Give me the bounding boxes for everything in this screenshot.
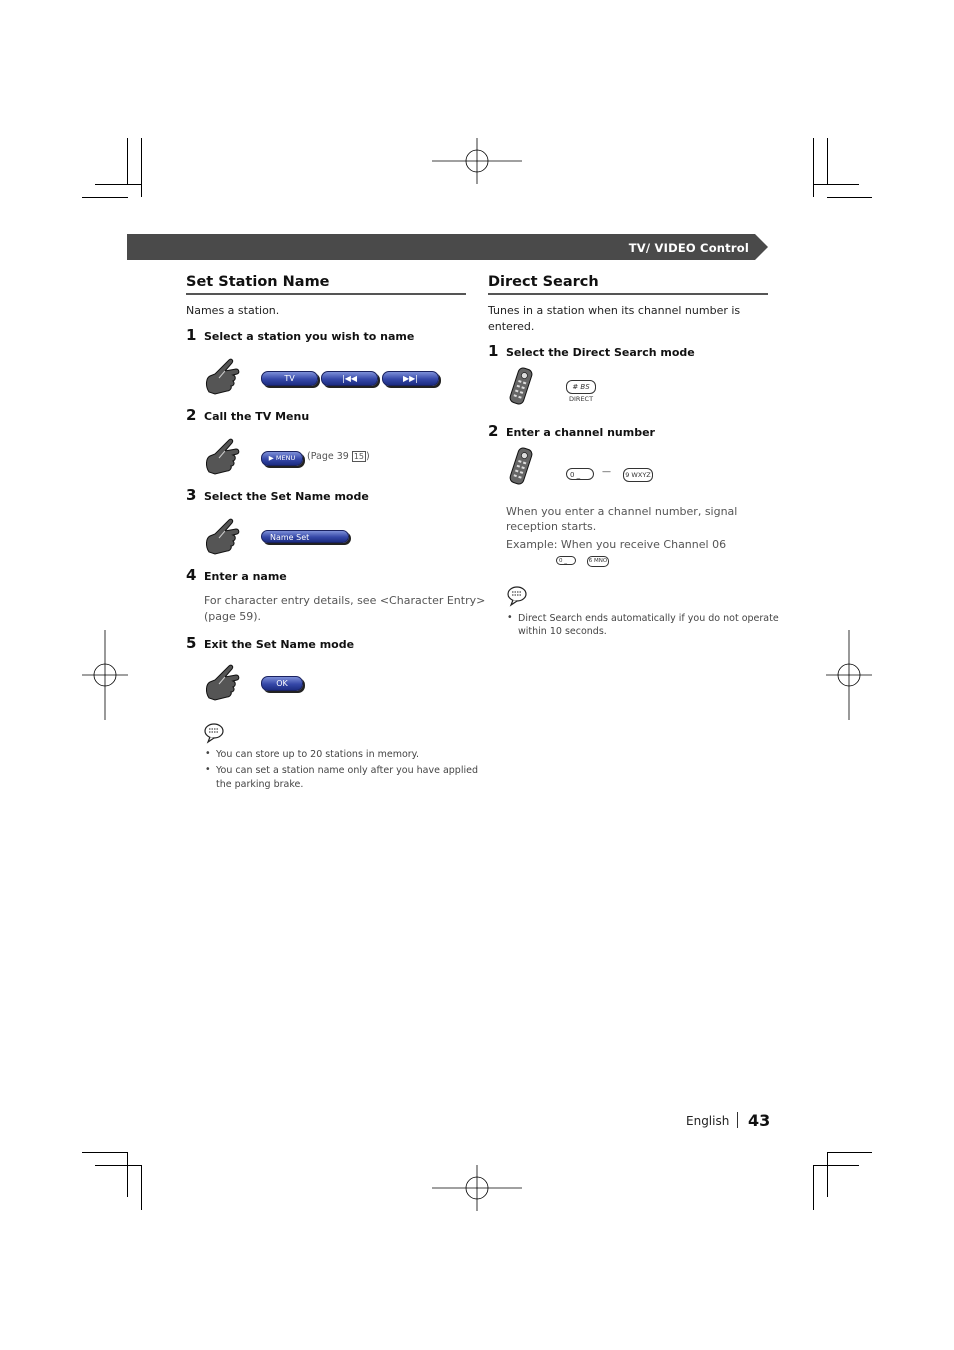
- step-detail: reception starts.: [506, 520, 597, 533]
- crop-mark: [95, 184, 142, 185]
- language-label: English: [686, 1114, 730, 1128]
- crop-mark: [827, 1152, 872, 1153]
- bullet: •: [205, 764, 211, 775]
- zero-key[interactable]: 0 _: [566, 468, 594, 480]
- step-label: Enter a channel number: [506, 426, 655, 439]
- step-number: 3: [186, 486, 197, 504]
- intro-text: entered.: [488, 320, 535, 333]
- nine-key[interactable]: 9 WXYZ: [623, 468, 653, 482]
- crop-mark: [127, 138, 128, 185]
- step-number: 4: [186, 566, 197, 584]
- bullet: •: [205, 748, 211, 759]
- intro-text: Tunes in a station when its channel number is: [488, 304, 741, 317]
- crop-mark: [813, 138, 814, 197]
- zero-key-example: 0 _: [556, 556, 576, 565]
- note-icon: [506, 585, 532, 607]
- step-number: 2: [186, 406, 197, 424]
- step-detail: (page 59).: [204, 610, 262, 623]
- step-number: 5: [186, 634, 197, 652]
- registration-mark: [432, 1165, 522, 1211]
- page-number: 43: [748, 1111, 771, 1130]
- bs-key[interactable]: # BS: [566, 380, 596, 394]
- step-label: Call the TV Menu: [204, 410, 310, 423]
- step-label: Select the Set Name mode: [204, 490, 369, 503]
- reference-number-box: 15: [353, 452, 365, 461]
- registration-mark: [826, 630, 872, 720]
- crop-mark: [813, 1165, 814, 1210]
- title-rule: [186, 293, 466, 295]
- section-header-arrow: [755, 234, 768, 260]
- crop-mark: [127, 1152, 128, 1197]
- step-label: Exit the Set Name mode: [204, 638, 355, 651]
- section-header-title: TV/ VIDEO Control: [628, 241, 749, 255]
- remote-control-icon: [506, 366, 536, 406]
- name-set-button[interactable]: Name Set: [261, 530, 349, 543]
- intro-text: Names a station.: [186, 304, 280, 317]
- crop-mark: [82, 1152, 128, 1153]
- title-rule: [488, 293, 768, 295]
- step-label: Enter a name: [204, 570, 287, 583]
- touch-hand-icon: [203, 436, 243, 476]
- step-number: 2: [488, 422, 499, 440]
- ok-button[interactable]: OK: [261, 676, 303, 691]
- crop-mark: [141, 138, 142, 197]
- footer-divider: [737, 1112, 738, 1128]
- crop-mark: [827, 138, 828, 185]
- bullet: •: [507, 612, 513, 623]
- step-detail: When you enter a channel number, signal: [506, 505, 738, 518]
- crop-mark: [141, 1165, 142, 1210]
- step-number: 1: [488, 342, 499, 360]
- set-station-name-title: Set Station Name: [186, 274, 330, 290]
- crop-mark: [827, 197, 872, 198]
- note-text: the parking brake.: [216, 779, 304, 790]
- tv-button[interactable]: TV: [261, 371, 318, 386]
- page-reference: (Page 39 15 ): [307, 451, 370, 462]
- note-text: You can store up to 20 stations in memory.: [216, 749, 419, 760]
- step-number: 1: [186, 326, 197, 344]
- note-icon: [203, 722, 229, 744]
- next-button[interactable]: ▶▶|: [382, 371, 439, 386]
- step-label: Select the Direct Search mode: [506, 346, 695, 359]
- crop-mark: [82, 197, 128, 198]
- note-text: Direct Search ends automatically if you do not operate: [518, 613, 779, 624]
- step-detail: For character entry details, see <Character Entry>: [204, 594, 486, 607]
- crop-mark: [95, 1165, 142, 1166]
- step-label: Select a station you wish to name: [204, 330, 415, 343]
- touch-hand-icon: [203, 516, 243, 556]
- remote-control-icon: [506, 446, 536, 486]
- touch-hand-icon: [203, 662, 243, 702]
- range-dash: —: [602, 467, 611, 477]
- previous-button[interactable]: |◀◀: [321, 371, 378, 386]
- registration-mark: [82, 630, 128, 720]
- registration-mark: [432, 138, 522, 184]
- note-text: within 10 seconds.: [518, 626, 607, 637]
- menu-button[interactable]: ▶ MENU: [261, 451, 303, 466]
- six-key-example: 6 MNO: [587, 556, 609, 567]
- crop-mark: [827, 1152, 828, 1197]
- note-text: You can set a station name only after you have applied: [216, 765, 478, 776]
- key-caption: DIRECT: [569, 395, 594, 403]
- example-text: Example: When you receive Channel 06: [506, 538, 727, 551]
- direct-search-title: Direct Search: [488, 274, 599, 290]
- crop-mark: [813, 184, 859, 185]
- touch-hand-icon: [203, 356, 243, 396]
- crop-mark: [813, 1165, 859, 1166]
